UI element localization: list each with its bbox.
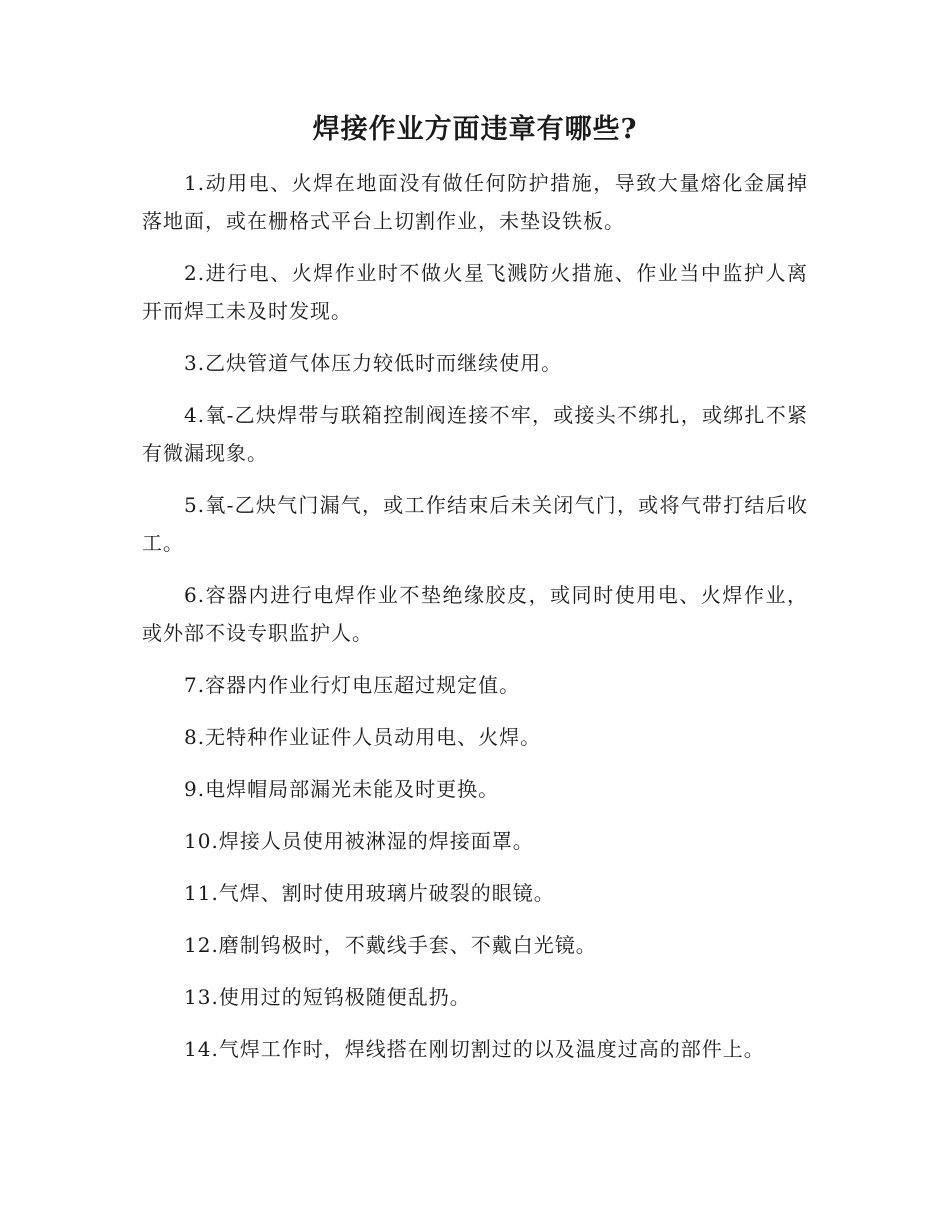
document-title: 焊接作业方面违章有哪些? bbox=[312, 114, 638, 145]
list-item: 1.动用电、火焊在地面没有做任何防护措施，导致大量熔化金属掉落地面，或在栅格式平台上切割作业，未垫设铁板。 bbox=[142, 171, 808, 233]
list-item: 8.无特种作业证件人员动用电、火焊。 bbox=[184, 725, 542, 749]
list-item: 3.乙炔管道气体压力较低时而继续使用。 bbox=[184, 351, 563, 375]
list-item: 14.气焊工作时，焊线搭在刚切割过的以及温度过高的部件上。 bbox=[184, 1037, 765, 1061]
list-item: 2.进行电、火焊作业时不做火星飞溅防火措施、作业当中监护人离开而焊工未及时发现。 bbox=[142, 261, 808, 323]
list-item: 11.气焊、割时使用玻璃片破裂的眼镜。 bbox=[184, 881, 555, 905]
list-item: 6.容器内进行电焊作业不垫绝缘胶皮，或同时使用电、火焊作业，或外部不设专职监护人。 bbox=[142, 583, 808, 645]
list-item: 4.氧-乙炔焊带与联箱控制阀连接不牢，或接头不绑扎，或绑扎不紧有微漏现象。 bbox=[142, 403, 808, 465]
list-item: 12.磨制钨极时，不戴线手套、不戴白光镜。 bbox=[184, 933, 597, 957]
violation-list bbox=[142, 164, 808, 1082]
list-item: 5.氧-乙炔气门漏气，或工作结束后未关闭气门，或将气带打结后收工。 bbox=[142, 493, 808, 555]
list-item: 7.容器内作业行灯电压超过规定值。 bbox=[184, 673, 521, 697]
list-item: 13.使用过的短钨极随便乱扔。 bbox=[184, 985, 471, 1009]
list-item: 10.焊接人员使用被淋湿的焊接面罩。 bbox=[184, 829, 534, 853]
list-item: 9.电焊帽局部漏光未能及时更换。 bbox=[184, 777, 500, 801]
